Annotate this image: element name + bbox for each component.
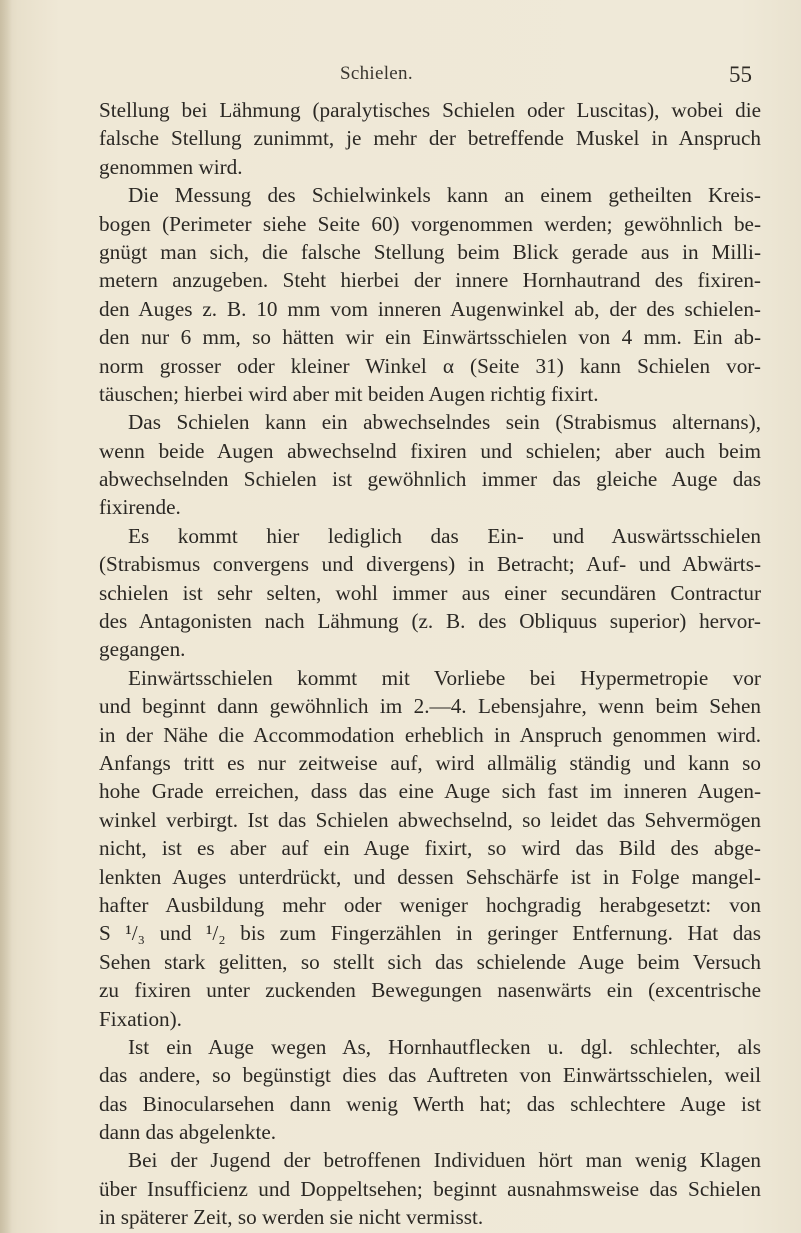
text-line: und beginnt dann gewöhnlich im 2.—4. Lebensjahre, wenn beim Sehen [99, 694, 761, 719]
text-line: den nur 6 mm, so hätten wir ein Einwärtsschielen von 4 mm. Ein ab- [99, 325, 761, 350]
text-line: hafter Ausbildung mehr oder weniger hochgradig herabgesetzt: von [99, 892, 761, 917]
text-line: des Antagonisten nach Lähmung (z. B. des Obliquus superior) hervor- [99, 609, 761, 634]
text-line: fixirende. [99, 495, 181, 520]
text-line: den Auges z. B. 10 mm vom inneren Augenwinkel ab, der des schielen- [99, 296, 761, 321]
text-line: Anfangs tritt es nur zeitweise auf, wird allmälig ständig und kann so [99, 750, 761, 775]
text-line: winkel verbirgt. Ist das Schielen abwechselnd, so leidet das Sehvermögen [99, 807, 761, 832]
text-line: Die Messung des Schielwinkels kann an einem getheilten Kreis- [128, 183, 761, 208]
body-text [99, 96, 761, 1232]
text-line: falsche Stellung zunimmt, je mehr der betreffende Muskel in Anspruch [99, 126, 761, 151]
text-line: in späterer Zeit, so werden sie nicht vermisst. [99, 1205, 484, 1230]
text-line: norm grosser oder kleiner Winkel α (Seite 31) kann Schielen vor- [99, 353, 761, 378]
text-line: bogen (Perimeter siehe Seite 60) vorgenommen werden; gewöhnlich be- [99, 211, 761, 236]
text-line: über Insufficienz und Doppeltsehen; beginnt ausnahmsweise das Schielen [99, 1176, 761, 1201]
text-line: Bei der Jugend der betroffenen Individuen hört man wenig Klagen [128, 1148, 761, 1173]
text-line: gnügt man sich, die falsche Stellung beim Blick gerade aus in Milli- [99, 239, 761, 264]
text-line: lenkten Auges unterdrückt, und dessen Sehschärfe ist in Folge mangel- [99, 864, 761, 889]
running-head [0, 0, 801, 100]
text-line: dann das abgelenkte. [99, 1120, 277, 1145]
text-line: abwechselnden Schielen ist gewöhnlich immer das gleiche Auge das [99, 467, 761, 492]
text-line: zu fixiren unter zuckenden Bewegungen nasenwärts ein (excentrische [99, 978, 761, 1003]
page-number: 55 [729, 62, 752, 87]
text-line: Ist ein Auge wegen As, Hornhautflecken u. dgl. schlechter, als [128, 1034, 761, 1059]
text-line: wenn beide Augen abwechselnd fixiren und schielen; aber auch beim [99, 438, 761, 463]
text-line: das Binocularsehen dann wenig Werth hat; das schlechtere Auge ist [99, 1091, 761, 1116]
text-line: nicht, ist es aber auf ein Auge fixirt, so wird das Bild des abge- [99, 836, 761, 861]
text-line: Das Schielen kann ein abwechselndes sein (Strabismus alternans), [128, 410, 761, 435]
text-line: Fixation). [99, 1006, 182, 1031]
text-line: täuschen; hierbei wird aber mit beiden Augen richtig fixirt. [99, 381, 599, 406]
text-line: S ¹/₃ und ¹/₂ bis zum Fingerzählen in geringer Entfernung. Hat das [99, 921, 761, 946]
binding-shadow [0, 0, 12, 1233]
text-line: das andere, so begünstigt dies das Auftreten von Einwärtsschielen, weil [99, 1063, 761, 1088]
text-line: Stellung bei Lähmung (paralytisches Schielen oder Luscitas), wobei die [99, 98, 761, 122]
text-line: Es kommt hier lediglich das Ein- und Auswärtsschielen [128, 523, 761, 548]
text-line: genommen wird. [99, 154, 243, 179]
running-title: Schielen. [340, 63, 413, 84]
text-line: (Strabismus convergens und divergens) in Betracht; Auf- und Abwärts- [99, 552, 761, 577]
text-line: in der Nähe die Accommodation erheblich in Anspruch genommen wird. [99, 722, 761, 747]
text-line: hohe Grade erreichen, dass das eine Auge sich fast im inneren Augen- [99, 779, 761, 804]
text-line: Einwärtsschielen kommt mit Vorliebe bei Hypermetropie vor [128, 665, 761, 690]
text-line: schielen ist sehr selten, wohl immer aus einer secundären Contractur [99, 580, 761, 605]
text-line: Sehen stark gelitten, so stellt sich das schielende Auge beim Versuch [99, 949, 761, 974]
text-line: gegangen. [99, 637, 186, 662]
text-line: metern anzugeben. Steht hierbei der innere Hornhautrand des fixiren- [99, 268, 761, 293]
